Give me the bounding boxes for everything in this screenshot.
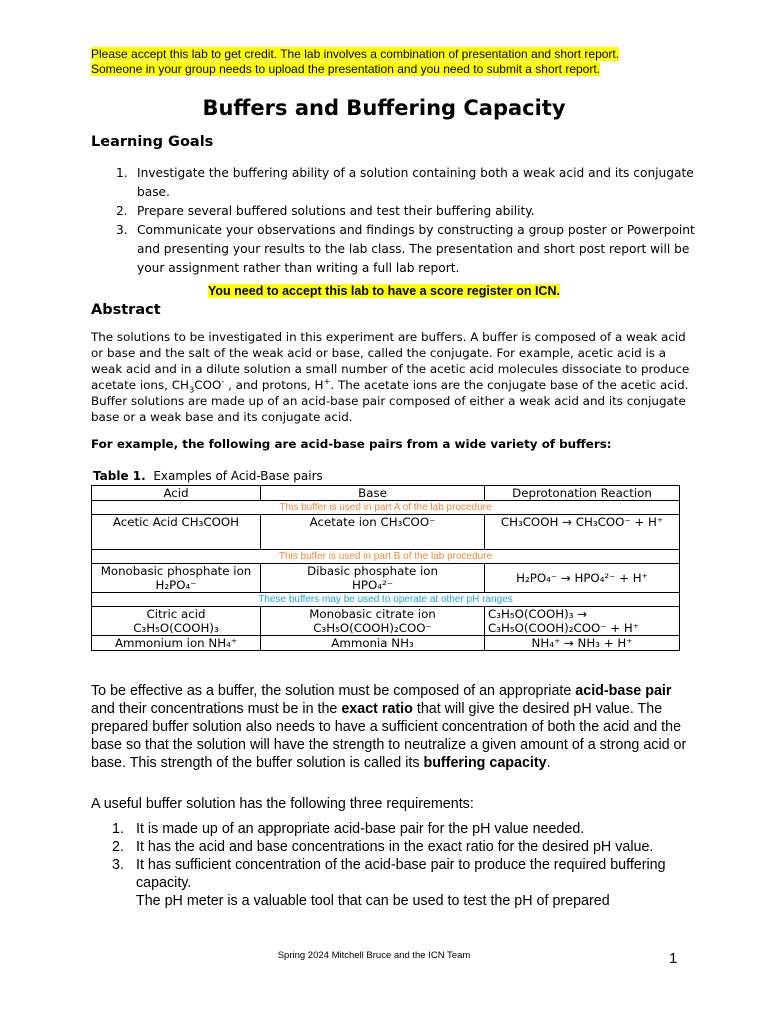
base-cell: Ammonia NH₃ (261, 636, 485, 651)
other-ph-note: These buffers may be used to operate at other pH ranges (92, 593, 680, 607)
notice-line-1: Please accept this lab to get credit. The lab involves a combination of presentation and short report. (91, 47, 620, 61)
example-intro: For example, the following are acid-base pairs from a wide variety of buffers: (91, 437, 612, 451)
base-cell: Acetate ion CH₃COO⁻ (261, 515, 485, 550)
goal-text: Prepare several buffered solutions and test their buffering ability. (137, 204, 535, 218)
reaction-cell: NH₄⁺ → NH₃ + H⁺ (485, 636, 680, 651)
list-item: 1. Investigate the buffering ability of a solution containing both a weak acid and its conjugate base. (116, 166, 694, 199)
acid-cell: Citric acid C₃H₅O(COOH)₃ (92, 607, 261, 636)
acid-cell: Monobasic phosphate ion H₂PO₄⁻ (92, 564, 261, 593)
table-row (92, 564, 680, 593)
reaction-cell: H₂PO₄⁻ → HPO₄²⁻ + H⁺ (485, 564, 680, 593)
page-number: 1 (669, 950, 678, 967)
reaction-cell: CH₃COOH → CH₃COO⁻ + H⁺ (485, 515, 680, 550)
learning-goals-heading: Learning Goals (91, 134, 214, 150)
effectiveness-paragraph: To be effective as a buffer, the solution must be composed of an appropriate acid-base pair and their concentrations must be in the exact ratio that will give the desired pH value. The prepared buffer solution also needs to have a sufficient concentration of both the acid and the base so that the solution will have the strength to neutralize a given amount of a strong acid or base. This strength of the buffer solution is called its buffering capacity. (91, 683, 687, 771)
requirements-intro: A useful buffer solution has the following three requirements: (91, 796, 474, 812)
page-footer: Spring 2024 Mitchell Bruce and the ICN Team (277, 950, 471, 961)
table-row (92, 515, 680, 550)
base-cell: Dibasic phosphate ion HPO₄²⁻ (261, 564, 485, 593)
list-item: 3. It has sufficient concentration of the acid-base pair to produce the required buffering capacity. The pH meter is a valuable tool that can be used to test the pH of prepared (112, 857, 666, 909)
goal-text: Communicate your observations and findings by constructing a group poster or Powerpoint and presenting your results to the lab class. The presentation and short post report will be your assignment rather than writing a full lab report. (137, 223, 695, 275)
learning-goals-list (116, 164, 696, 278)
base-cell: Monobasic citrate ion C₃H₅O(COOH)₂COO⁻ (261, 607, 485, 636)
table-header-row (92, 486, 680, 501)
credit-notice (91, 47, 619, 77)
table-row (92, 593, 680, 607)
accept-lab-note: You need to accept this lab to have a score register on ICN. (208, 284, 560, 298)
col-acid: Acid (92, 486, 261, 501)
list-item: 2. It has the acid and base concentrations in the exact ratio for the desired pH value. (112, 839, 654, 855)
table-caption: Table 1. Examples of Acid-Base pairs (93, 469, 323, 483)
abstract-heading: Abstract (91, 302, 161, 318)
notice-line-2: Someone in your group needs to upload the presentation and you need to submit a short report. (91, 62, 601, 76)
list-item: 3. Communicate your observations and findings by constructing a group poster or Powerpoint and presenting your results to the lab class. The presentation and short post report will be your assignment rather than writing a full lab report. (116, 223, 695, 275)
requirements-list (112, 820, 672, 910)
ph-meter-text: The pH meter is a valuable tool that can be used to test the pH of prepared (136, 893, 610, 909)
table-row (92, 550, 680, 564)
goal-text: Investigate the buffering ability of a solution containing both a weak acid and its conjugate base. (137, 166, 694, 199)
col-reaction: Deprotonation Reaction (485, 486, 680, 501)
page-title: Buffers and Buffering Capacity (202, 96, 566, 120)
table-row (92, 607, 680, 636)
col-base: Base (261, 486, 485, 501)
acid-cell: Ammonium ion NH₄⁺ (92, 636, 261, 651)
acid-cell: Acetic Acid CH₃COOH (92, 515, 261, 550)
part-a-note: This buffer is used in part A of the lab procedure (92, 501, 680, 515)
acid-base-table (91, 485, 680, 651)
list-item: 1. It is made up of an appropriate acid-base pair for the pH value needed. (112, 821, 585, 837)
table-row (92, 636, 680, 651)
reaction-cell: C₃H₅O(COOH)₃ → C₃H₅O(COOH)₂COO⁻ + H⁺ (485, 607, 680, 636)
table-row (92, 501, 680, 515)
list-item: 2. Prepare several buffered solutions and test their buffering ability. (116, 204, 535, 218)
part-b-note: This buffer is used in part B of the lab procedure (92, 550, 680, 564)
abstract-paragraph: The solutions to be investigated in this experiment are buffers. A buffer is composed of a weak acid or base and the salt of the weak acid or base, called the conjugate. For example, acetic acid is a weak acid and in a dilute solution a small number of the acetic acid molecules dissociate to produce acetate ions, $CH_3COO^-$ , and protons, H+. The acetate ions are the conjugate base of the acetic acid. Buffer solutions are made up of an acid-base pair composed of either a weak acid and its conjugate base or a weak base and its conjugate acid. (91, 330, 690, 424)
